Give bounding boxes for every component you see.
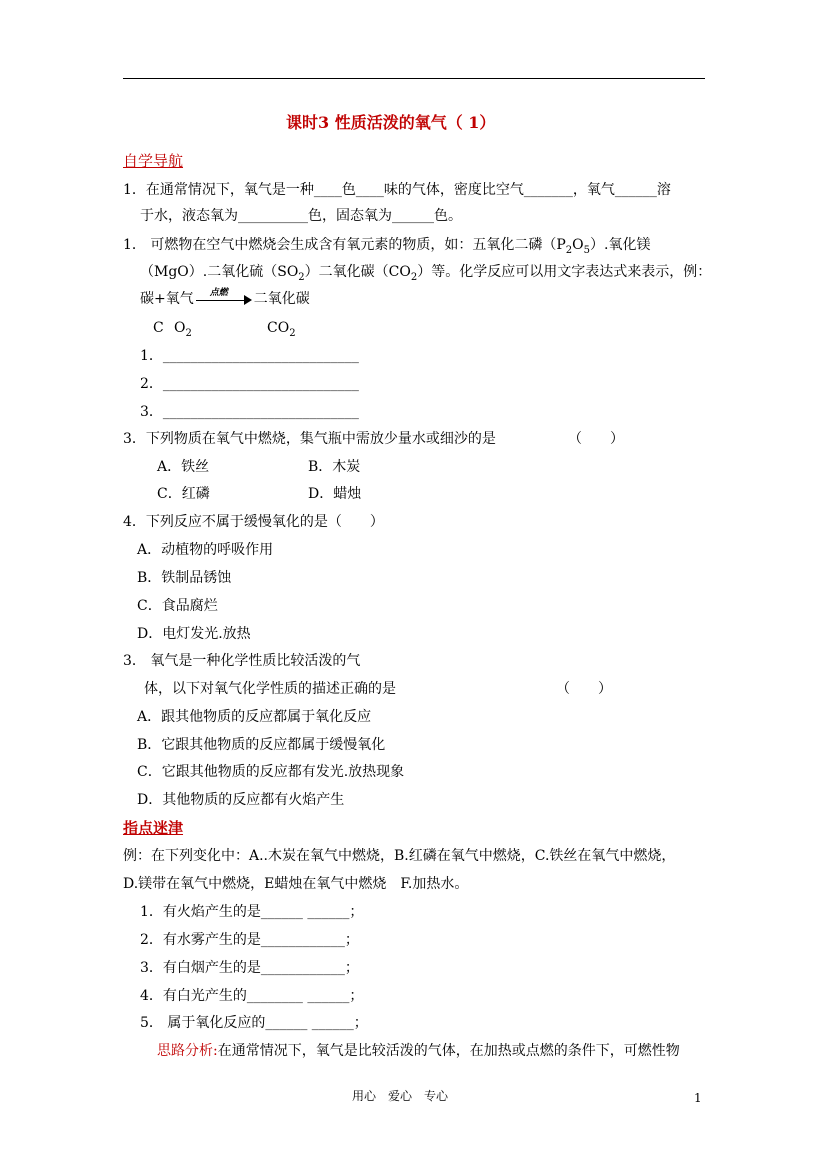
q3-answer-paren: （ ） [568, 431, 624, 447]
subquestion-3: 3．有白烟产生的是____________； [140, 960, 359, 976]
analysis-label: 思路分析: [157, 1043, 218, 1059]
q4-option-a: A．动植物的呼吸作用 [137, 542, 274, 558]
answer-blank-3: 3．____________________________ [140, 404, 359, 420]
page-number: 1 [694, 1091, 702, 1105]
equation-condition: 点燃 [209, 288, 228, 298]
reaction-arrow-icon [196, 288, 252, 306]
word-equation [140, 289, 310, 309]
answer-blank-1: 1．____________________________ [140, 348, 359, 364]
page-title: 课时3 性质活泼的氧气（ 1） [286, 113, 496, 132]
q3-option-c: C．红磷 [157, 486, 210, 502]
equation-right: 二氧化碳 [253, 291, 310, 307]
q3-option-b: B．木炭 [308, 459, 361, 475]
section-heading-self-study: 自学导航 [123, 152, 184, 170]
subquestion-5: 5． 属于氧化反应的______ ______； [140, 1015, 368, 1031]
q2-line2: （MgO）.二氧化硫$(SO_2)$二氧化碳$(CO_2)$等。化学反应可以用文字表达式来表示，例： [140, 264, 712, 283]
formula-co2: $CO_2$ [267, 320, 296, 339]
q2-line1: 1． 可燃物在空气中燃烧会生成含有氧元素的物质，如：五氧化二磷$(P_2O_5)$.氧化镁 [123, 237, 651, 256]
subquestion-1: 1．有火焰产生的是______ ______； [140, 904, 364, 920]
example-line2: D.镁带在氧气中燃烧，E蜡烛在氧气中燃烧 F.加热水。 [123, 876, 469, 892]
analysis-text: 在通常情况下，氧气是比较活泼的气体，在加热或点燃的条件下，可燃性物 [217, 1043, 680, 1059]
q3-option-a: A．铁丝 [157, 459, 210, 475]
q5-stem-line1: 3． 氧气是一种化学性质比较活泼的气 [123, 653, 361, 669]
q5-answer-paren: （ ） [556, 681, 612, 697]
q1-line2: 于水，液态氧为__________色，固态氧为______色。 [140, 208, 462, 224]
q4-option-c: C．食品腐烂 [137, 598, 218, 614]
analysis-paragraph [157, 1041, 680, 1061]
equation-left: 碳+氧气 [140, 291, 194, 307]
header-rule [123, 78, 705, 79]
footer-motto: 用心 爱心 专心 [352, 1089, 449, 1103]
subquestion-2: 2．有水雾产生的是____________； [140, 932, 359, 948]
q5-stem-line2: 体，以下对氧气化学性质的描述正确的是 [144, 681, 396, 697]
q3-option-d: D．蜡烛 [308, 486, 362, 502]
q4-option-b: B．铁制品锈蚀 [137, 570, 232, 586]
section-heading-guidance: 指点迷津 [123, 819, 184, 837]
q5-option-b: B．它跟其他物质的反应都属于缓慢氧化 [137, 737, 386, 753]
q4-stem: 4．下列反应不属于缓慢氧化的是（ ） [123, 514, 384, 530]
formula-c: C [153, 320, 164, 336]
q1-line1: 1．在通常情况下，氧气是一种____色____味的气体，密度比空气_______，氧气______溶 [123, 182, 671, 198]
q5-option-a: A．跟其他物质的反应都属于氧化反应 [137, 709, 372, 725]
subquestion-4: 4．有白光产生的________ ______； [140, 988, 364, 1004]
q4-option-d: D．电灯发光.放热 [137, 626, 251, 642]
q5-option-d: D．其他物质的反应都有火焰产生 [137, 792, 345, 808]
q5-option-c: C．它跟其他物质的反应都有发光.放热现象 [137, 764, 405, 780]
formula-o2: $O_2$ [174, 320, 192, 339]
example-line1: 例：在下列变化中：A..木炭在氧气中燃烧，B.红磷在氧气中燃烧，C.铁丝在氧气中燃烧， [123, 848, 676, 864]
q3-stem: 3．下列物质在氧气中燃烧，集气瓶中需放少量水或细沙的是 [123, 431, 496, 447]
answer-blank-2: 2．____________________________ [140, 376, 359, 392]
